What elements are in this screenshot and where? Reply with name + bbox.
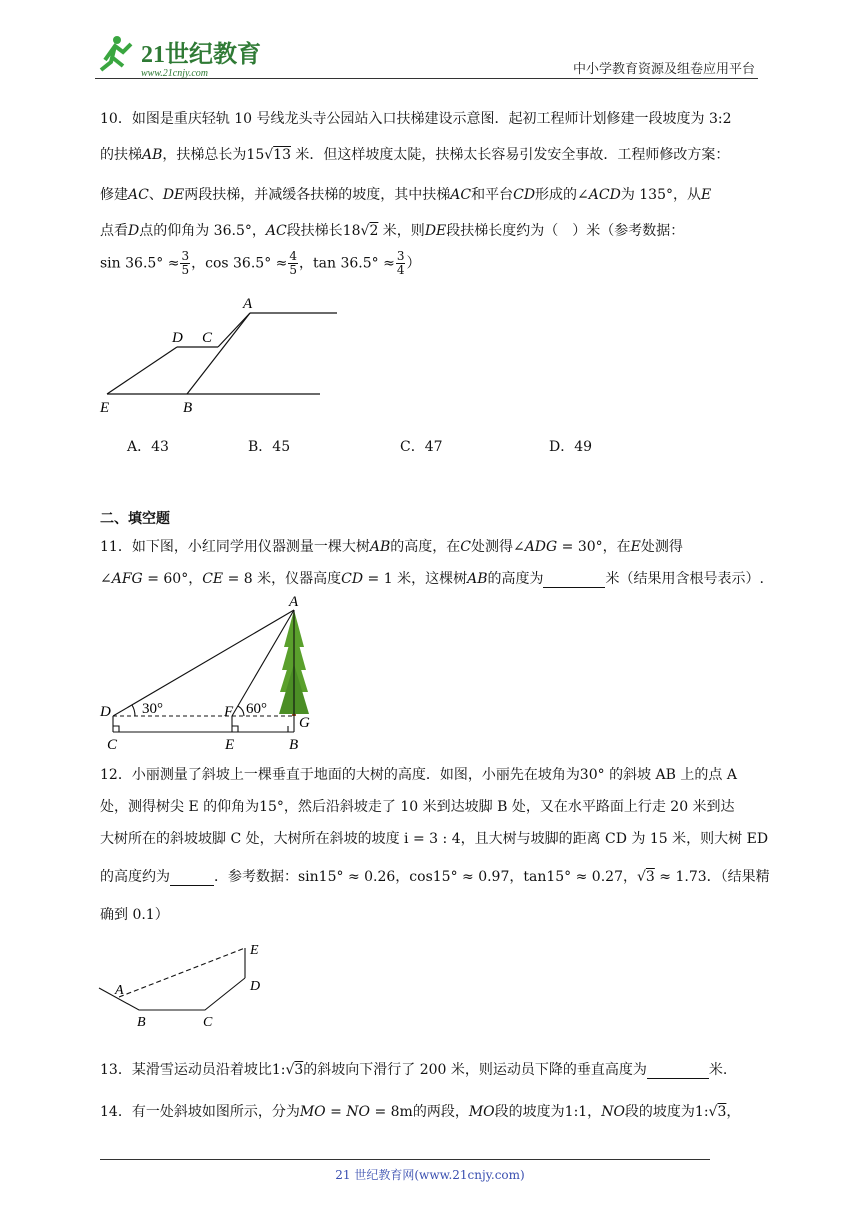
choice-a[interactable]: A．43 — [127, 439, 169, 455]
q12-line2: 处，测得树尖 E 的仰角为15°，然后沿斜坡走了 10 米到达坡脚 B 处，又在水平路面上行走 20 米到达 — [100, 799, 735, 815]
point-D-label: D — [172, 330, 183, 346]
q12-line1: 12．小丽测量了斜坡上一棵垂直于地面的大树的高度．如图，小丽先在坡角为30° 的斜坡 AB 上的点 A — [100, 767, 737, 783]
slope-A-label: A — [115, 983, 124, 998]
platform-title: 中小学教育资源及组卷应用平台 — [572, 62, 755, 77]
choice-d[interactable]: D．49 — [549, 439, 593, 455]
q14-line: 14．有一处斜坡如图所示，分为MO = NO = 8m的两段，MO段的坡度为1:1，NO段的坡度为1:√3， — [100, 1104, 741, 1120]
q10-line2: 的扶梯AB，扶梯总长为15√13 米．但这样坡度太陡，扶梯太长容易引发安全事故．工程师修改方案： — [100, 147, 730, 163]
site-logo — [95, 32, 265, 80]
slope-C-label: C — [203, 1015, 213, 1030]
escalator-diagram — [95, 292, 345, 422]
runner-icon — [101, 36, 131, 70]
tree-G-label: G — [299, 715, 310, 731]
slope-tree-diagram — [95, 938, 275, 1038]
q12-line5: 确到 0.1） — [100, 907, 169, 923]
svg-text:21世纪教育: 21世纪教育 — [141, 42, 261, 68]
q13-line: 13．某滑雪运动员沿着坡比1:√3的斜坡向下滑行了 200 米，则运动员下降的垂直高度为 米. — [100, 1062, 728, 1078]
point-C-label: C — [202, 330, 213, 346]
point-E-label: E — [100, 400, 110, 416]
q11-line2: ∠AFG = 60°，CE = 8 米，仪器高度CD = 1 米，这棵树AB的高度为 米（结果用含根号表示）. — [100, 571, 764, 587]
q12-line4: 的高度约为 ．参考数据：sin15° ≈ 0.26，cos15° ≈ 0.97，tan15° ≈ 0.27，√3 ≈ 1.73．（结果精 — [100, 869, 770, 885]
angle-30-label: 30° — [142, 701, 163, 717]
tree-F-label: F — [224, 704, 234, 720]
footer-text: 21 世纪教育网(www.21cnjy.com) — [335, 1168, 525, 1182]
choice-b[interactable]: B．45 — [248, 439, 291, 455]
choice-c[interactable]: C．47 — [400, 439, 443, 455]
section-heading: 二、填空题 — [100, 511, 170, 527]
header-divider — [95, 78, 758, 79]
slope-B-label: B — [137, 1015, 146, 1030]
q10-line5: sin 36.5° ≈ $\frac{3}{5}$ ，cos 36.5° ≈ $\frac{4}{5}$ ，tan 36.5° ≈ $\frac{3}{4}$ ） — [100, 249, 421, 277]
angle-60-label: 60° — [246, 701, 267, 717]
answer-blank[interactable] — [170, 885, 214, 886]
footer-divider — [100, 1159, 710, 1160]
q11-line1: 11．如下图，小红同学用仪器测量一棵大树AB的高度，在C处测得∠ADG = 30°，在E处测得 — [100, 539, 683, 555]
tree-B-label: B — [289, 737, 299, 753]
svg-text:www.21cnjy.com: www.21cnjy.com — [141, 68, 209, 79]
tree-D-label: D — [100, 704, 111, 720]
q10-line1: 10．如图是重庆轻轨 10 号线龙头寺公园站入口扶梯建设示意图．起初工程师计划修建一段坡度为 3:2 — [100, 111, 732, 127]
tree-E-label: E — [225, 737, 235, 753]
answer-blank[interactable] — [543, 587, 605, 588]
q10-line4: 点看D点的仰角为 36.5°，AC段扶梯长18√2 米，则DE段扶梯长度约为（ ）米（参考数据： — [100, 223, 685, 239]
slope-E-label: E — [250, 943, 259, 958]
slope-D-label: D — [250, 979, 261, 994]
tree-C-label: C — [107, 737, 118, 753]
point-B-label: B — [183, 400, 193, 416]
q10-line3: 修建AC、DE两段扶梯，并减缓各扶梯的坡度，其中扶梯AC和平台CD形成的∠ACD为 135°，从E — [100, 187, 712, 203]
answer-blank[interactable] — [647, 1078, 709, 1079]
tree-measure-diagram — [95, 592, 335, 754]
tree-A-label: A — [289, 594, 299, 610]
q12-line3: 大树所在的斜坡坡脚 C 处，大树所在斜坡的坡度 i = 3 : 4，且大树与坡脚的距离 CD 为 15 米，则大树 ED — [100, 831, 769, 847]
point-A-label: A — [243, 296, 253, 312]
